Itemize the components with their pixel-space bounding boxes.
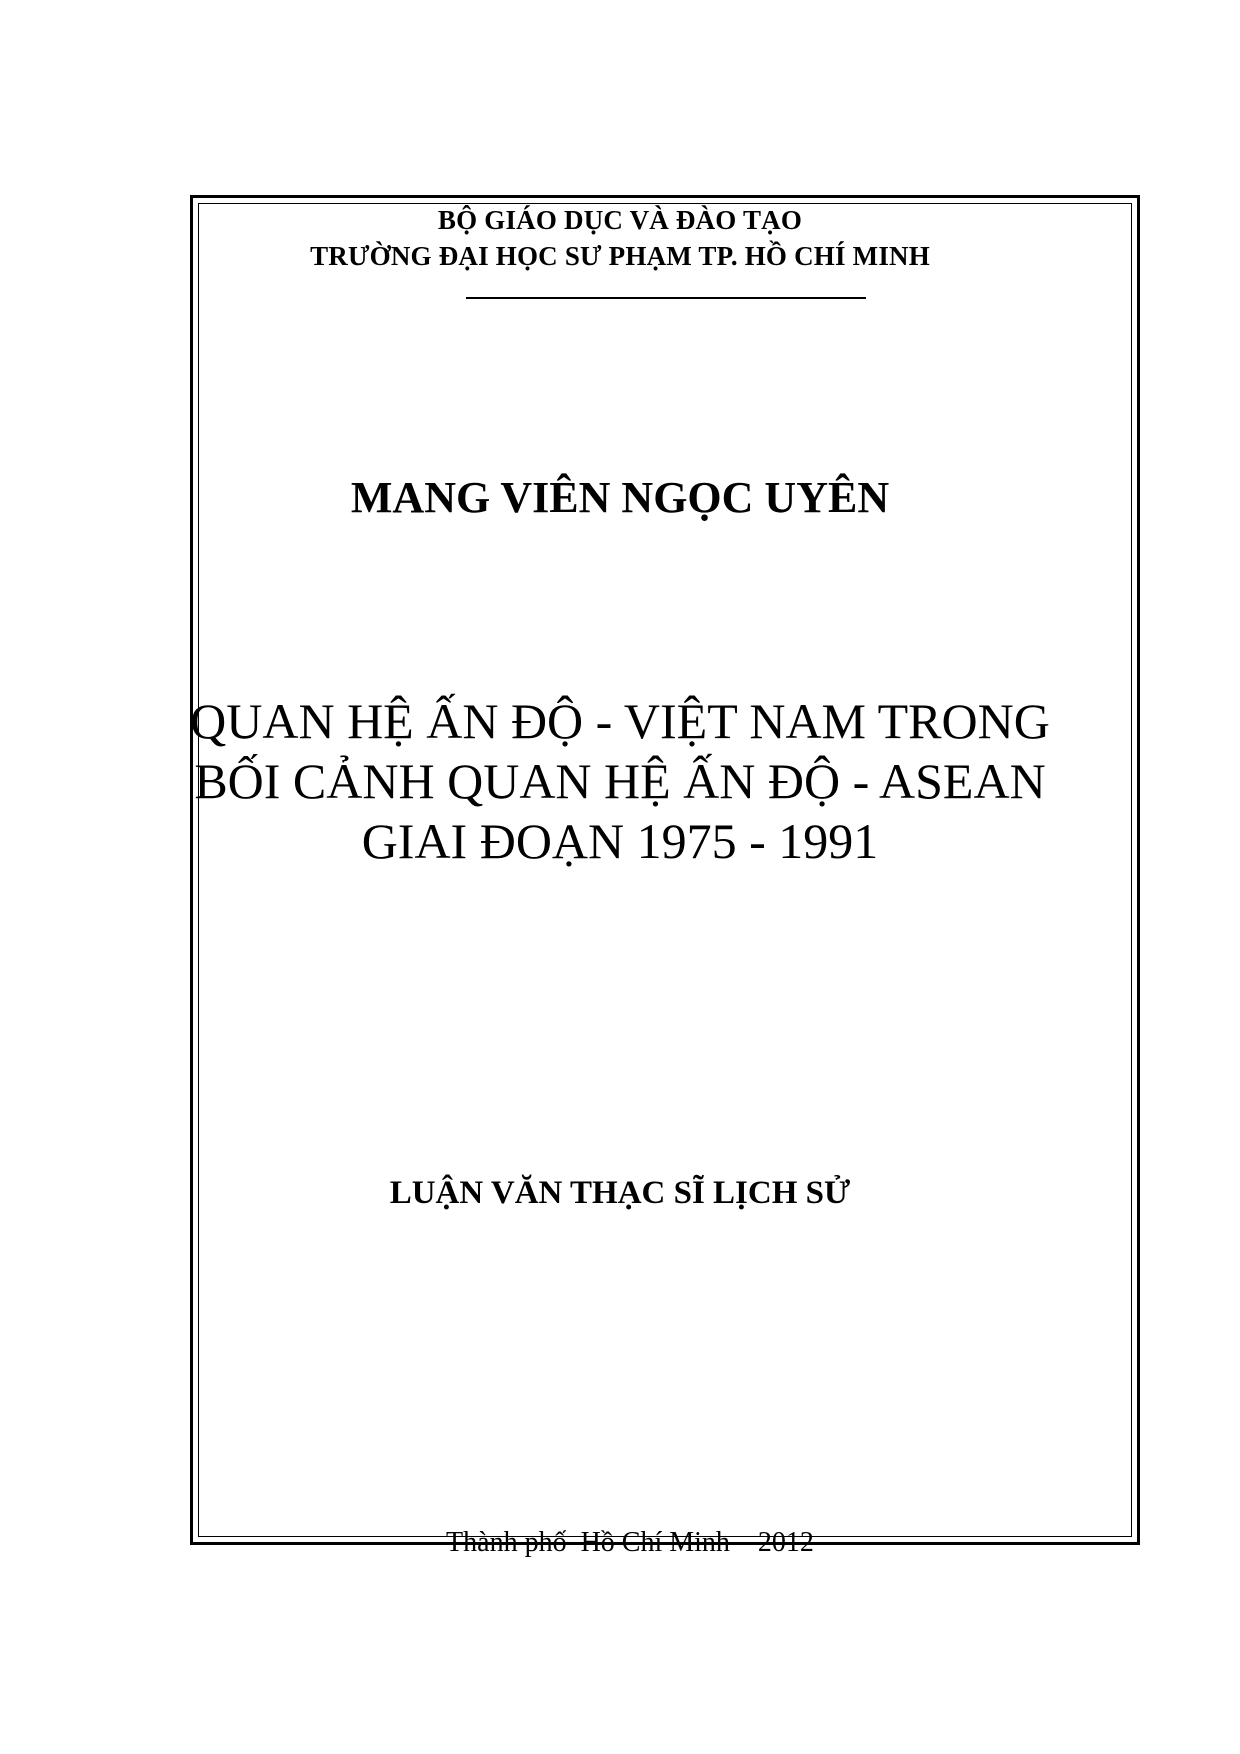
thesis-title-line-3: GIAI ĐOẠN 1975 - 1991 (361, 813, 879, 869)
place-and-year: Thành phố Hồ Chí Minh – 2012 (446, 1527, 814, 1558)
author-name: MANG VIÊN NGỌC UYÊN (350, 473, 890, 522)
thesis-title-line-2: BỐI CẢNH QUAN HỆ ẤN ĐỘ - ASEAN (194, 753, 1046, 809)
thesis-title-line-1: QUAN HỆ ẤN ĐỘ - VIỆT NAM TRONG (190, 693, 1050, 749)
page-border-inner (198, 203, 1132, 1537)
header-divider (466, 297, 866, 299)
university-name: TRƯỜNG ĐẠI HỌC SƯ PHẠM TP. HỒ CHÍ MINH (310, 241, 930, 271)
ministry-name: BỘ GIÁO DỤC VÀ ĐÀO TẠO (437, 205, 803, 235)
page-border-outer (190, 195, 1140, 1545)
degree-label: LUẬN VĂN THẠC SĨ LỊCH SỬ (389, 1175, 851, 1211)
